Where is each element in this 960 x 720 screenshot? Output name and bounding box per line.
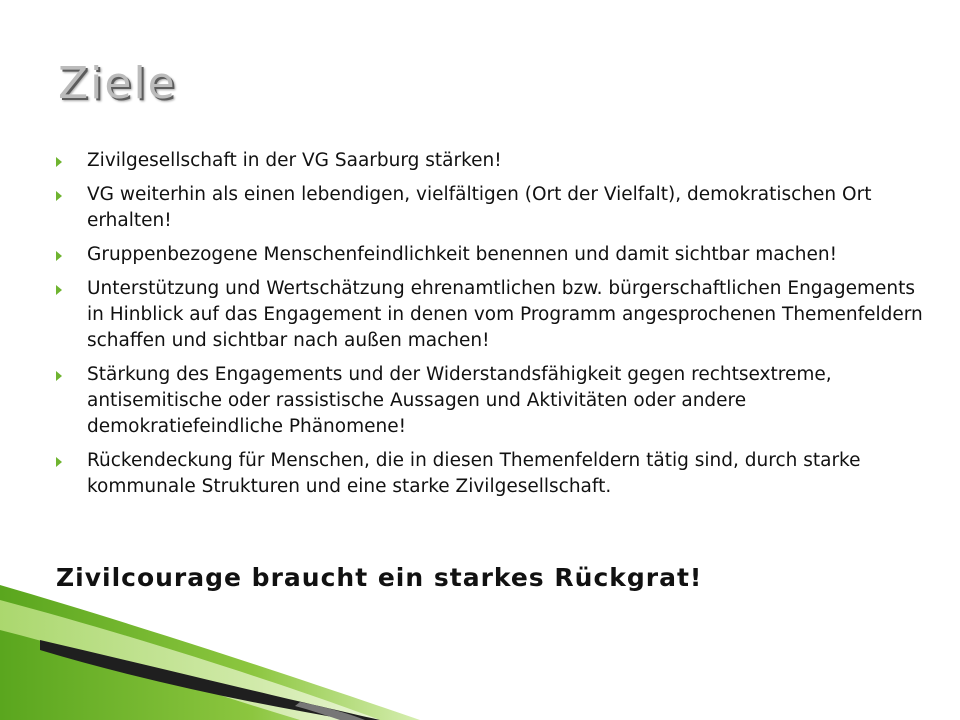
list-item-text: Unterstützung und Wertschätzung ehrenamtlichen bzw. bürgerschaftlichen Engagements in Hinblick auf das Engagement in denen vom Programm angesprochenen Themenfeldern schaffen und sichtbar nach außen machen! (87, 278, 923, 351)
slogan: Zivilcourage braucht ein starkes Rückgrat! (56, 563, 703, 592)
list-item-text: Stärkung des Engagements und der Widerstandsfähigkeit gegen rechtsextreme, antisemitische oder rassistische Aussagen und Aktivitäten oder andere demokratiefeindliche Phänomene! (87, 364, 832, 437)
list-item (56, 242, 936, 268)
triangle-bullet-icon (56, 251, 62, 261)
triangle-bullet-icon (56, 457, 62, 467)
list-item (56, 276, 936, 354)
list-item-text: Zivilgesellschaft in der VG Saarburg stärken! (87, 150, 502, 171)
triangle-bullet-icon (56, 157, 62, 167)
list-item (56, 148, 936, 174)
list-item-text: Gruppenbezogene Menschenfeindlichkeit benennen und damit sichtbar machen! (87, 244, 838, 265)
list-item (56, 448, 936, 500)
page-title: Ziele (58, 58, 177, 109)
list-item (56, 362, 936, 440)
triangle-bullet-icon (56, 371, 62, 381)
list-item-text: VG weiterhin als einen lebendigen, vielfältigen (Ort der Vielfalt), demokratischen Ort erhalten! (87, 184, 872, 231)
list-item-text: Rückendeckung für Menschen, die in diesen Themenfeldern tätig sind, durch starke kommunale Strukturen und eine starke Zivilgesellschaft. (87, 450, 861, 497)
triangle-bullet-icon (56, 191, 62, 201)
triangle-bullet-icon (56, 285, 62, 295)
list-item (56, 182, 936, 234)
bullet-list (56, 148, 936, 508)
